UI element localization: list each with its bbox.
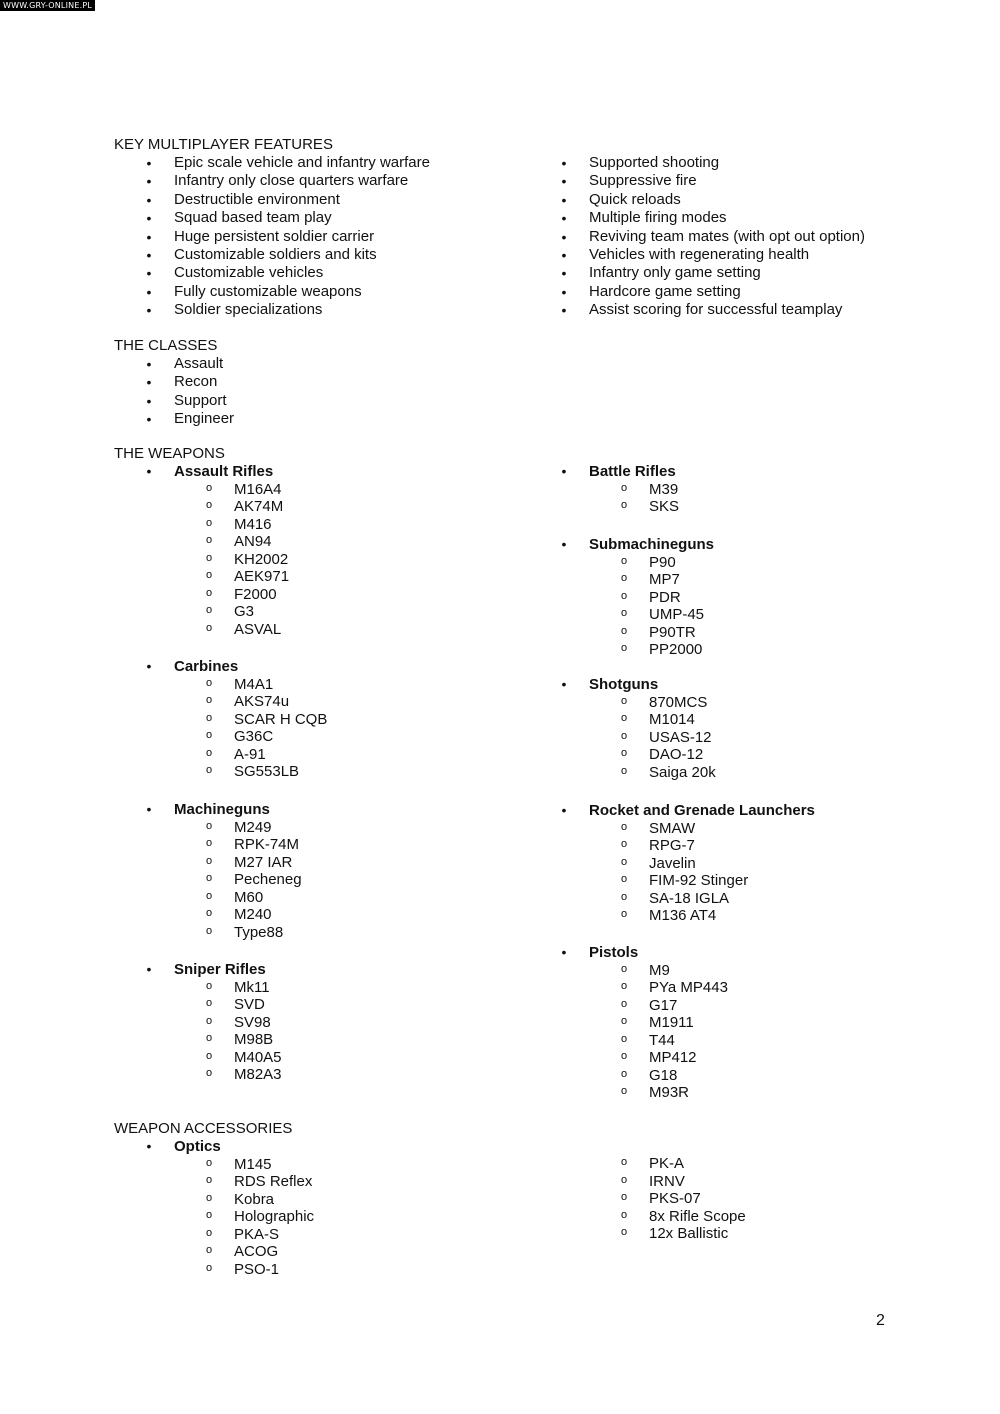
weapon-item: o MP7 (619, 571, 714, 589)
weapon-item: o P90TR (619, 624, 714, 642)
weapon-item: o G18 (619, 1067, 728, 1085)
weapon-list (559, 554, 714, 659)
weapon-list (144, 676, 327, 781)
optic-item: o 12x Ballistic (619, 1225, 746, 1243)
optic-item: o Holographic (204, 1208, 314, 1226)
weapon-item: o PP2000 (619, 641, 714, 659)
weapon-list (559, 481, 679, 516)
weapon-item: o Mk11 (204, 979, 282, 997)
weapon-item: o P90 (619, 554, 714, 572)
watermark: WWW.GRY-ONLINE.PL (0, 0, 95, 11)
feature-item: • Soldier specializations (144, 301, 430, 319)
weapon-item: o SCAR H CQB (204, 711, 327, 729)
category-label: • Battle Rifles (559, 463, 679, 481)
optics-left-list (144, 1156, 314, 1279)
key-features-left-list (144, 154, 430, 320)
optic-item: o ACOG (204, 1243, 314, 1261)
weapon-item: o USAS-12 (619, 729, 716, 747)
weapon-category-carbines (144, 658, 327, 781)
weapon-category-battle-rifles (559, 463, 679, 516)
weapon-list (144, 481, 289, 639)
optics-right-list (559, 1155, 746, 1243)
weapon-item: o A-91 (204, 746, 327, 764)
weapon-item: o G3 (204, 603, 289, 621)
weapon-item: o UMP-45 (619, 606, 714, 624)
weapon-item: o M4A1 (204, 676, 327, 694)
weapon-category-assault-rifles (144, 463, 289, 638)
weapon-item: o M39 (619, 481, 679, 499)
class-item: • Assault (144, 355, 234, 373)
weapon-item: o M93R (619, 1084, 728, 1102)
weapon-item: o RPG-7 (619, 837, 815, 855)
weapon-item: o T44 (619, 1032, 728, 1050)
category-label: • Optics (144, 1138, 314, 1156)
feature-item: • Multiple firing modes (559, 209, 865, 227)
weapon-item: o G17 (619, 997, 728, 1015)
weapon-item: o AN94 (204, 533, 289, 551)
weapon-category-rocket-and-grenade-launchers (559, 802, 815, 925)
category-label: • Shotguns (559, 676, 716, 694)
feature-item: • Supported shooting (559, 154, 865, 172)
weapon-item: o M249 (204, 819, 302, 837)
feature-item: • Epic scale vehicle and infantry warfare (144, 154, 430, 172)
section-heading-weapons: THE WEAPONS (114, 445, 225, 462)
weapon-item: o SMAW (619, 820, 815, 838)
weapon-item: o ASVAL (204, 621, 289, 639)
weapon-item: o AEK971 (204, 568, 289, 586)
weapon-item: o PDR (619, 589, 714, 607)
weapon-item: o F2000 (204, 586, 289, 604)
feature-item: • Reviving team mates (with opt out option) (559, 228, 865, 246)
category-label: • Sniper Rifles (144, 961, 282, 979)
weapon-item: o MP412 (619, 1049, 728, 1067)
accessory-category-optics (144, 1138, 314, 1278)
weapon-list (144, 819, 302, 942)
weapon-item: o SA-18 IGLA (619, 890, 815, 908)
feature-item: • Squad based team play (144, 209, 430, 227)
optic-item: o M145 (204, 1156, 314, 1174)
weapon-item: o M1014 (619, 711, 716, 729)
category-label: • Submachineguns (559, 536, 714, 554)
weapon-item: o KH2002 (204, 551, 289, 569)
weapon-item: o M9 (619, 962, 728, 980)
section-heading-classes: THE CLASSES (114, 337, 218, 354)
category-label: • Rocket and Grenade Launchers (559, 802, 815, 820)
weapon-item: o M98B (204, 1031, 282, 1049)
class-item: • Engineer (144, 410, 234, 428)
feature-item: • Infantry only close quarters warfare (144, 172, 430, 190)
weapon-item: o Pecheneg (204, 871, 302, 889)
weapon-category-shotguns (559, 676, 716, 781)
optic-item: o Kobra (204, 1191, 314, 1209)
class-item: • Recon (144, 373, 234, 391)
optic-item: o PK-A (619, 1155, 746, 1173)
weapon-item: o M27 IAR (204, 854, 302, 872)
classes-list (144, 355, 234, 429)
feature-item: • Hardcore game setting (559, 283, 865, 301)
section-heading-accessories: WEAPON ACCESSORIES (114, 1120, 293, 1137)
optic-item: o IRNV (619, 1173, 746, 1191)
optic-item: o PSO-1 (204, 1261, 314, 1279)
weapon-item: o M416 (204, 516, 289, 534)
weapon-item: o Saiga 20k (619, 764, 716, 782)
weapon-item: o RPK-74M (204, 836, 302, 854)
weapon-item: o AKS74u (204, 693, 327, 711)
weapon-list (559, 694, 716, 782)
optic-item: o PKS-07 (619, 1190, 746, 1208)
weapon-item: o M16A4 (204, 481, 289, 499)
weapon-item: o SVD (204, 996, 282, 1014)
optic-item: o 8x Rifle Scope (619, 1208, 746, 1226)
feature-item: • Infantry only game setting (559, 264, 865, 282)
weapon-item: o M1911 (619, 1014, 728, 1032)
weapon-category-sniper-rifles (144, 961, 282, 1084)
weapon-item: o DAO-12 (619, 746, 716, 764)
feature-item: • Vehicles with regenerating health (559, 246, 865, 264)
feature-item: • Fully customizable weapons (144, 283, 430, 301)
weapon-item: o Type88 (204, 924, 302, 942)
weapon-list (559, 962, 728, 1102)
optic-item: o PKA-S (204, 1226, 314, 1244)
weapon-item: o M60 (204, 889, 302, 907)
weapon-item: o AK74M (204, 498, 289, 516)
weapon-item: o FIM-92 Stinger (619, 872, 815, 890)
weapon-item: o SKS (619, 498, 679, 516)
category-label: • Machineguns (144, 801, 302, 819)
category-label: • Assault Rifles (144, 463, 289, 481)
weapon-item: o G36C (204, 728, 327, 746)
category-label: • Carbines (144, 658, 327, 676)
feature-item: • Quick reloads (559, 191, 865, 209)
weapon-item: o SG553LB (204, 763, 327, 781)
weapon-category-pistols (559, 944, 728, 1102)
weapon-item: o M240 (204, 906, 302, 924)
weapon-list (559, 820, 815, 925)
weapon-item: o M40A5 (204, 1049, 282, 1067)
weapon-item: o M136 AT4 (619, 907, 815, 925)
weapon-item: o M82A3 (204, 1066, 282, 1084)
weapon-category-submachineguns (559, 536, 714, 659)
page-number: 2 (876, 1312, 885, 1329)
weapon-item: o Javelin (619, 855, 815, 873)
class-item: • Support (144, 392, 234, 410)
section-heading-key-features: KEY MULTIPLAYER FEATURES (114, 136, 333, 153)
key-features-right-list (559, 154, 865, 320)
weapon-item: o SV98 (204, 1014, 282, 1032)
feature-item: • Destructible environment (144, 191, 430, 209)
feature-item: • Suppressive fire (559, 172, 865, 190)
category-label: • Pistols (559, 944, 728, 962)
feature-item: • Customizable vehicles (144, 264, 430, 282)
weapon-list (144, 979, 282, 1084)
feature-item: • Customizable soldiers and kits (144, 246, 430, 264)
weapon-item: o PYa MP443 (619, 979, 728, 997)
feature-item: • Assist scoring for successful teamplay (559, 301, 865, 319)
feature-item: • Huge persistent soldier carrier (144, 228, 430, 246)
weapon-item: o 870MCS (619, 694, 716, 712)
optic-item: o RDS Reflex (204, 1173, 314, 1191)
weapon-category-machineguns (144, 801, 302, 941)
